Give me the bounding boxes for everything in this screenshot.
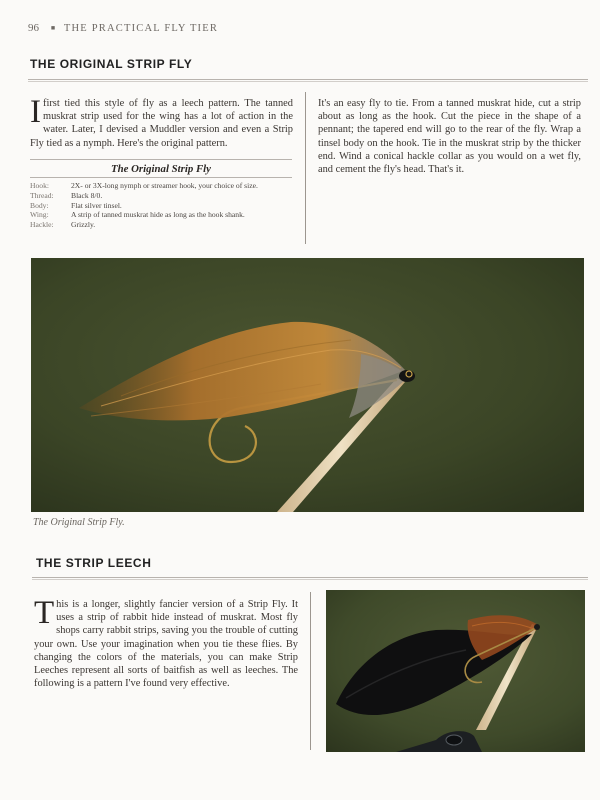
- strip-fly-photo: [31, 258, 584, 512]
- strip-leech-photo: [326, 590, 585, 752]
- page-number: 96: [28, 22, 39, 34]
- dropcap: I: [30, 94, 41, 130]
- recipe-label: Thread:: [30, 190, 54, 200]
- column-divider: [310, 592, 311, 750]
- recipe-top-rule: [30, 159, 292, 160]
- recipe-label: Wing:: [30, 210, 49, 220]
- recipe-row-thread: [30, 191, 292, 201]
- strip-leech-text: his is a longer, slightly fancier version of a Strip Fly. It uses a strip of rabbit hide instead of muskrat. Most fly shops carry rabbit strips, saving you the trouble of cutting your own. Use your imagination when you tie these flies. By changing the colors of the materials, you can make Strip Leeches represent all sorts of baitfish as well as leeches. The following is a pattern I've found very effective.: [34, 599, 298, 690]
- recipe-row-wing: [30, 210, 292, 220]
- recipe-label: Hook:: [30, 181, 49, 190]
- strip-leech-paragraph: [34, 595, 298, 690]
- recipe-row-hook: [30, 181, 292, 191]
- recipe-row-hackle: [30, 220, 292, 230]
- recipe-value: Flat silver tinsel.: [71, 200, 122, 210]
- column-divider: [305, 92, 306, 244]
- strip-fly-caption: The Original Strip Fly.: [33, 517, 125, 528]
- section-title-strip-fly: THE ORIGINAL STRIP FLY: [30, 57, 193, 71]
- strip-fly-intro-paragraph: [30, 94, 293, 150]
- recipe-title-rule: [30, 177, 292, 178]
- recipe-title: The Original Strip Fly: [111, 163, 211, 175]
- header-separator: ■: [50, 24, 57, 32]
- strip-leech-image: [326, 590, 585, 752]
- recipe-table: [30, 181, 292, 230]
- running-header: [28, 22, 218, 34]
- section-title-strip-leech: THE STRIP LEECH: [36, 556, 152, 570]
- section-rule: [28, 79, 588, 82]
- recipe-label: Hackle:: [30, 220, 54, 230]
- recipe-value: 2X- or 3X-long nymph or streamer hook, your choice of size.: [71, 181, 258, 190]
- strip-fly-instructions-paragraph: It's an easy fly to tie. From a tanned muskrat hide, cut a strip about as long as the hook. Cut the piece in the shape of a pennant; the tapered end will go to the rear of the fly. Wrap a tinsel body on the hook. Tie in the muskrat strip by the thicker end. Wind a conical hackle collar as you would on a wet fly, and cement the fly's head. That's it.: [318, 98, 581, 176]
- strip-fly-image: [31, 258, 584, 512]
- recipe-value: Black 8/0.: [71, 190, 103, 200]
- recipe-value: Grizzly.: [71, 220, 96, 230]
- section-rule: [32, 577, 588, 580]
- recipe-row-body: [30, 201, 292, 211]
- book-title: THE PRACTICAL FLY TIER: [63, 23, 219, 34]
- recipe-label: Body:: [30, 200, 49, 210]
- strip-fly-intro-text: first tied this style of fly as a leech pattern. The tanned muskrat strip used for the wing has a lot of action in the water. Later, I devised a Muddler version and even a Strip Fly tied as a nymph. Here's the original pattern.: [30, 98, 293, 149]
- dropcap: T: [34, 595, 55, 631]
- recipe-value: A strip of tanned muskrat hide as long as the hook shank.: [71, 210, 245, 220]
